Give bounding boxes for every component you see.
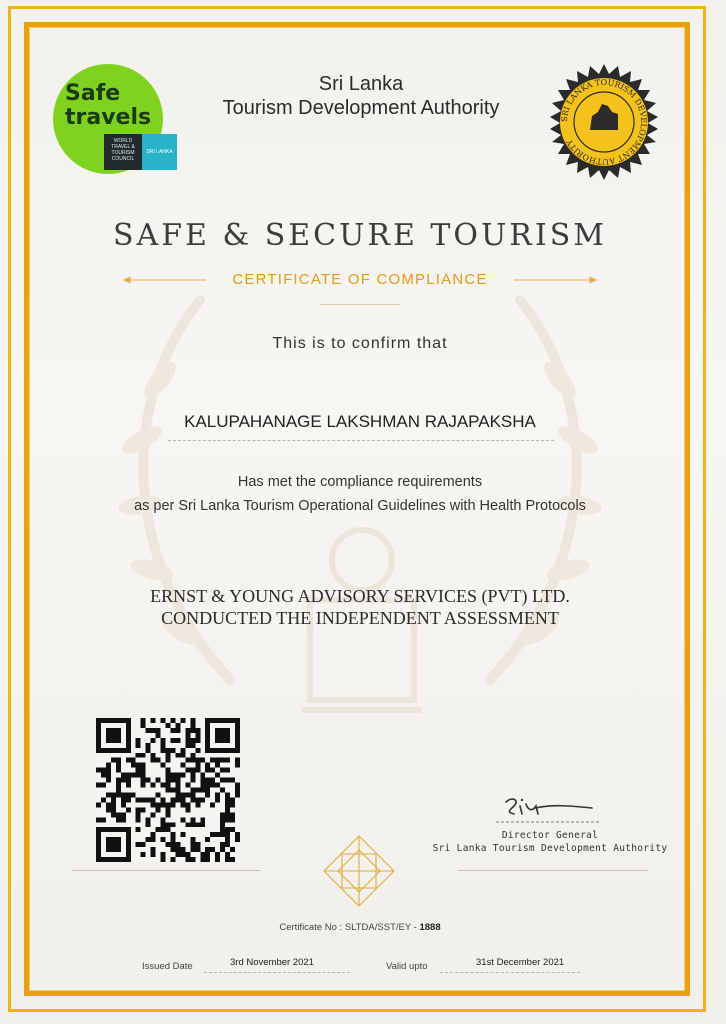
assessor-statement bbox=[60, 585, 660, 629]
issuer-header bbox=[176, 72, 546, 120]
sri-lanka-logo: SRI LANKA bbox=[142, 134, 177, 170]
header-line2: Tourism Development Authority bbox=[222, 97, 500, 119]
recipient-name: KALUPAHANAGE LAKSHMAN RAJAPAKSHA bbox=[184, 412, 536, 431]
issued-date-value: 3rd November 2021 bbox=[230, 957, 314, 968]
certificate-title: SAFE & SECURE TOURISM bbox=[112, 218, 607, 253]
safe-travels-text bbox=[65, 82, 151, 130]
certificate-number bbox=[180, 922, 540, 933]
compliance-line2: as per Sri Lanka Tourism Operational Guidelines with Health Protocols bbox=[134, 498, 586, 514]
sltda-seal-icon bbox=[546, 64, 662, 180]
signature-underline bbox=[458, 870, 648, 871]
signatory-org: Sri Lanka Tourism Development Authority bbox=[432, 843, 668, 854]
recipient-underline bbox=[168, 440, 554, 441]
confirm-text: This is to confirm that bbox=[272, 335, 448, 352]
subtitle-row bbox=[120, 268, 600, 296]
director-signature bbox=[492, 794, 602, 826]
valid-upto-underline bbox=[440, 972, 580, 973]
valid-upto-value: 31st December 2021 bbox=[476, 957, 565, 968]
header-line1: Sri Lanka bbox=[318, 73, 404, 95]
assessor-line1: ERNST & YOUNG ADVISORY SERVICES (PVT) LTD. bbox=[150, 586, 570, 606]
valid-upto-label: Valid upto bbox=[386, 961, 428, 972]
signatory-title: Director General bbox=[501, 830, 599, 841]
certificate-subtitle: CERTIFICATE OF COMPLIANCE bbox=[232, 271, 488, 288]
issued-date-label: Issued Date bbox=[142, 961, 193, 972]
signatory-block bbox=[410, 829, 690, 855]
compliance-line1: Has met the compliance requirements bbox=[237, 474, 483, 490]
title-divider bbox=[320, 304, 400, 305]
assessor-line2: CONDUCTED THE INDEPENDENT ASSESSMENT bbox=[161, 608, 559, 628]
wttc-logo: WORLD TRAVEL & TOURISM COUNCIL bbox=[104, 134, 142, 170]
cert-no-label: Certificate No : SLTDA/SST/EY - bbox=[279, 922, 420, 933]
qr-code-icon[interactable] bbox=[96, 718, 240, 862]
cert-no-value: 1888 bbox=[419, 922, 441, 933]
issued-date-underline bbox=[204, 972, 350, 973]
badge-line2: travels bbox=[65, 105, 152, 130]
compliance-statement bbox=[40, 470, 680, 518]
badge-line1: Safe bbox=[65, 81, 121, 106]
seal-ring-text: SRI LANKA TOURISM DEVELOPMENT AUTHORITY bbox=[559, 77, 649, 167]
diamond-emblem-icon bbox=[322, 834, 396, 908]
qr-underline bbox=[72, 870, 260, 871]
